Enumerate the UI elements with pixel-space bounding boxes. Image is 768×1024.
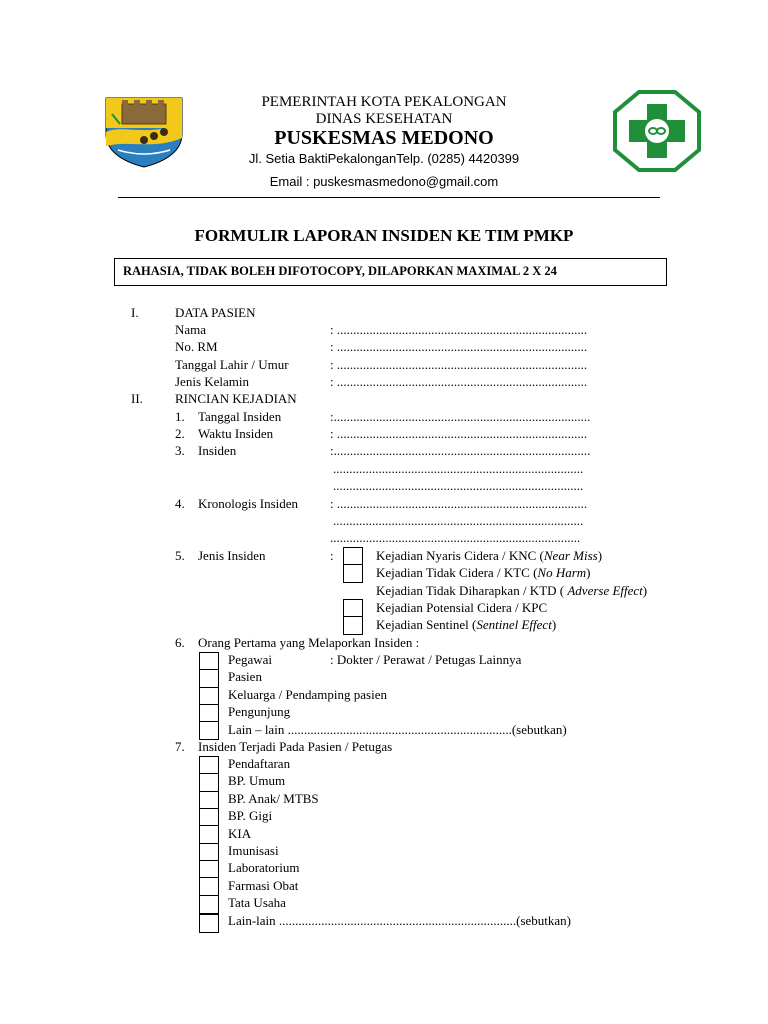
field-label-jenis-kelamin: Jenis Kelamin [175, 374, 250, 389]
checkbox-pasien[interactable] [199, 669, 219, 688]
option-pegawai: Pegawai [228, 652, 273, 667]
puskesmas-name: PUSKESMAS MEDONO [274, 127, 494, 149]
notice-box [114, 258, 667, 286]
jenis-insiden-colon: : [330, 548, 334, 563]
field-value-waktu-insiden[interactable]: : ............................................................................. [330, 426, 588, 441]
option-kia: KIA [228, 826, 252, 841]
field-continuation[interactable]: ............................................................................. [333, 513, 584, 528]
option-knc: Kejadian Nyaris Cidera / KNC (Near Miss) [376, 548, 603, 563]
checkbox-tata-usaha[interactable] [199, 895, 219, 914]
field-value-tanggal-lahir[interactable]: : ............................................................................. [330, 357, 588, 372]
field-label-insiden: Insiden [198, 443, 237, 458]
field-label-kronologis: Kronologis Insiden [198, 496, 299, 511]
checkbox-farmasi[interactable] [199, 877, 219, 896]
field-label-waktu-insiden: Waktu Insiden [198, 426, 274, 441]
field-value-tanggal-insiden[interactable]: :............................................................................... [330, 409, 591, 424]
item-number: 2. [175, 426, 185, 441]
item-number: 3. [175, 443, 185, 458]
option-pengunjung: Pengunjung [228, 704, 291, 719]
dept-name: DINAS KESEHATAN [315, 111, 453, 127]
checkbox-kia[interactable] [199, 825, 219, 844]
pelapor-label: Orang Pertama yang Melaporkan Insiden : [198, 635, 420, 650]
section-2-number: II. [131, 391, 143, 406]
jenis-insiden-label: Jenis Insiden [198, 548, 266, 563]
header-divider [118, 197, 660, 198]
option-ktd: Kejadian Tidak Diharapkan / KTD ( Adverse Effect) [376, 583, 648, 598]
pegawai-detail: : Dokter / Perawat / Petugas Lainnya [330, 652, 522, 667]
field-label-no-rm: No. RM [175, 339, 218, 354]
option-lain-lain: Lain – lain .....................................................................(sebutkan) [228, 722, 567, 737]
option-bp-umum: BP. Umum [228, 773, 286, 788]
option-bp-anak: BP. Anak/ MTBS [228, 791, 319, 806]
field-value-no-rm[interactable]: : ............................................................................. [330, 339, 588, 354]
option-pasien: Pasien [228, 669, 262, 684]
address: Jl. Setia BaktiPekalonganTelp. (0285) 4420399 [248, 151, 520, 166]
option-ktc: Kejadian Tidak Cidera / KTC (No Harm) [376, 565, 591, 580]
item-number: 4. [175, 496, 185, 511]
checkbox-bp-umum[interactable] [199, 773, 219, 792]
notice-text: RAHASIA, TIDAK BOLEH DIFOTOCOPY, DILAPORKAN MAXIMAL 2 X 24 [123, 264, 557, 278]
checkbox-sentinel[interactable] [343, 616, 363, 635]
section-2-heading: RINCIAN KEJADIAN [175, 391, 297, 406]
field-label-nama: Nama [175, 322, 207, 337]
field-value-insiden[interactable]: :............................................................................... [330, 443, 591, 458]
option-tata-usaha: Tata Usaha [228, 895, 286, 910]
email: Email : puskesmasmedono@gmail.com [269, 174, 499, 189]
option-keluarga: Keluarga / Pendamping pasien [228, 687, 387, 702]
option-lain-lain-lokasi: Lain-lain .........................................................................(sebutkan) [228, 913, 572, 928]
section-1-heading: DATA PASIEN [175, 305, 256, 320]
option-bp-gigi: BP. Gigi [228, 808, 273, 823]
terjadi-label: Insiden Terjadi Pada Pasien / Petugas [198, 739, 393, 754]
field-label-tanggal-lahir: Tanggal Lahir / Umur [175, 357, 289, 372]
item-number: 7. [175, 739, 185, 754]
checkbox-lain-lain[interactable] [199, 721, 219, 740]
field-value-nama[interactable]: : ............................................................................. [330, 322, 588, 337]
field-label-tanggal-insiden: Tanggal Insiden [198, 409, 282, 424]
field-value-kronologis[interactable]: : ............................................................................. [330, 496, 588, 511]
item-number: 6. [175, 635, 185, 650]
item-number: 1. [175, 409, 185, 424]
option-imunisasi: Imunisasi [228, 843, 279, 858]
option-laboratorium: Laboratorium [228, 860, 300, 875]
option-sentinel: Kejadian Sentinel (Sentinel Effect) [376, 617, 557, 632]
option-pendaftaran: Pendaftaran [228, 756, 291, 771]
field-continuation[interactable]: ............................................................................. [333, 461, 584, 476]
checkbox-lain-lain-lokasi[interactable] [199, 914, 219, 933]
option-farmasi: Farmasi Obat [228, 878, 299, 893]
section-1-number: I. [131, 305, 139, 320]
field-value-jenis-kelamin[interactable]: : ............................................................................. [330, 374, 588, 389]
gov-name: PEMERINTAH KOTA PEKALONGAN [261, 94, 507, 110]
option-kpc: Kejadian Potensial Cidera / KPC [376, 600, 548, 615]
item-number: 5. [175, 548, 185, 563]
field-continuation[interactable]: ............................................................................. [333, 478, 584, 493]
form-title: FORMULIR LAPORAN INSIDEN KE TIM PMKP [194, 226, 574, 245]
checkbox-ktc[interactable] [343, 564, 363, 583]
field-continuation[interactable]: ............................................................................. [330, 530, 581, 545]
